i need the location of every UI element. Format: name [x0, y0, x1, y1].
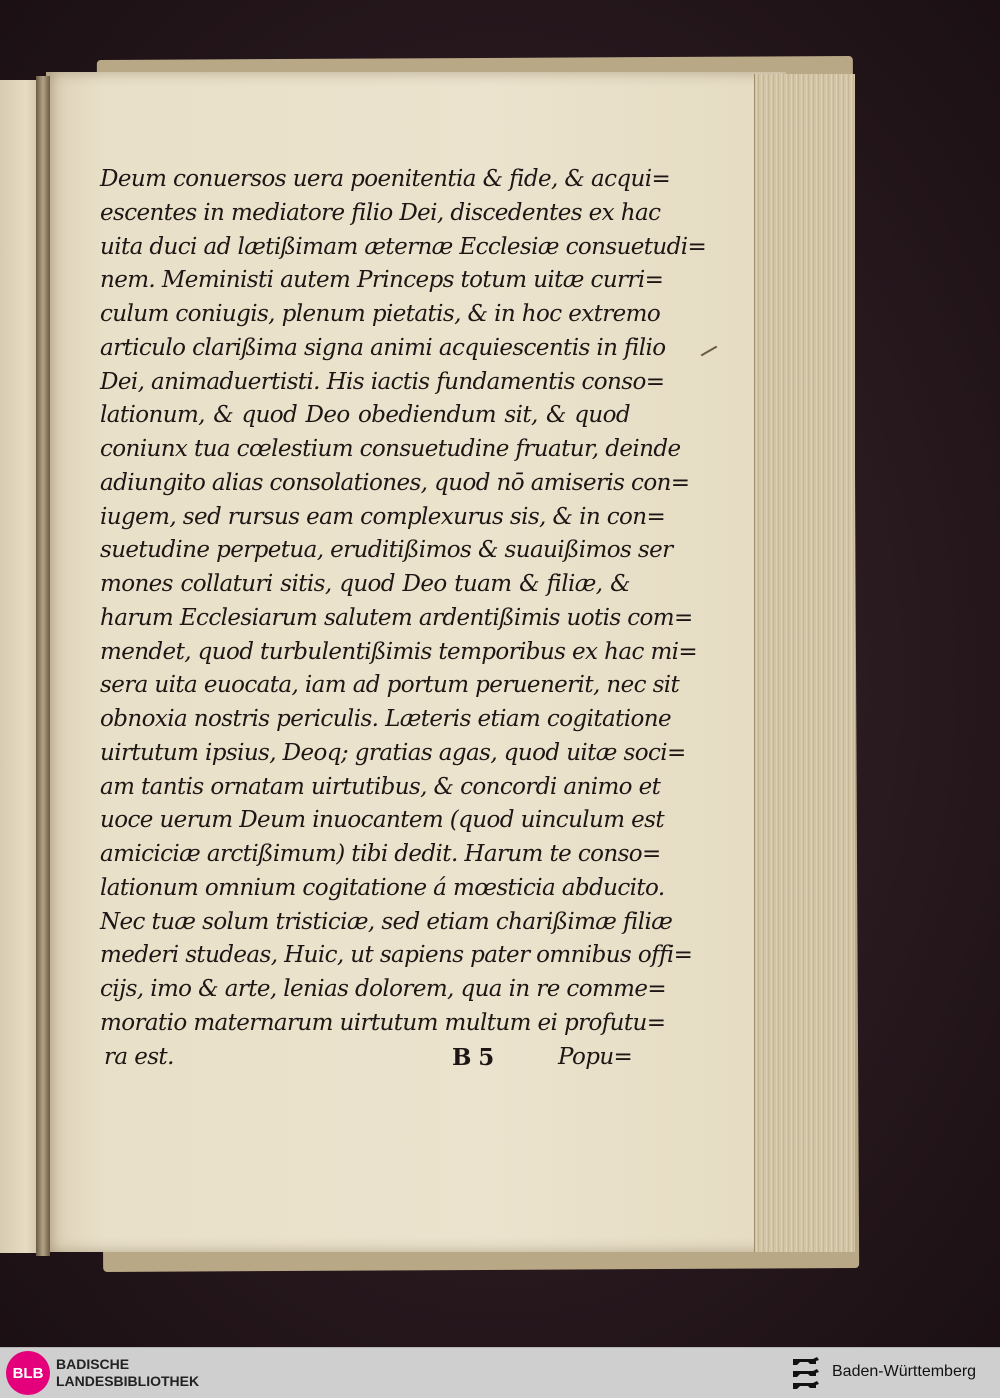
text-line: nem. Meministi autem Princeps totum uitæ curri=: [100, 267, 664, 294]
text-line: suetudine perpetua, eruditißimos & suauißimos ser: [100, 537, 673, 564]
state-name[interactable]: Baden-Württemberg: [832, 1363, 977, 1380]
library-name[interactable]: [56, 1356, 199, 1390]
text-line: articulo clarißima signa animi acquiescentis in filio: [100, 334, 666, 361]
page-footer: [100, 1044, 633, 1078]
text-line: uirtutum ipsius, Deoq; gratias agas, quod uitæ soci=: [100, 739, 686, 766]
text-line: moratio maternarum uirtutum multum ei profutu=: [100, 1009, 666, 1036]
text-line: uoce uerum Deum inuocantem (quod uinculum est: [100, 807, 665, 834]
text-line: Dei, animaduertisti. His iactis fundamentis conso=: [100, 368, 665, 395]
text-line: am tantis ornatam uirtutibus, & concordi animo et: [100, 773, 661, 800]
text-line: cijs, imo & arte, lenias dolorem, qua in re comme=: [100, 976, 667, 1002]
text-line: escentes in mediatore filio Dei, discedentes ex hac: [100, 199, 661, 226]
text-line: amiciciæ arctißimum) tibi dedit. Harum te conso=: [100, 841, 661, 867]
text-line: iugem, sed rursus eam complexurus sis, & in con=: [100, 503, 666, 530]
text-line: Nec tuæ solum tristiciæ, sed etiam charißimæ filiæ: [100, 908, 673, 935]
text-line: harum Ecclesiarum salutem ardentißimis uotis com=: [100, 604, 693, 631]
blb-logo[interactable]: [6, 1351, 50, 1395]
bw-lions-icon: [790, 1355, 824, 1391]
catchword: Popu=: [558, 1044, 633, 1070]
text-line: lationum, & quod Deo obediendum sit, & quod: [100, 402, 630, 429]
page-fore-edge: [754, 74, 855, 1252]
text-line: mederi studeas, Huic, ut sapiens pater omnibus offi=: [100, 942, 693, 969]
text-line: lationum omnium cogitatione á mœsticia abducito.: [100, 874, 665, 901]
signature-mark: B 5: [452, 1044, 494, 1071]
text-line: uita duci ad lætißimam æternæ Ecclesiæ consuetudi=: [100, 233, 707, 260]
text-line: obnoxia nostris periculis. Læteris etiam cogitatione: [100, 706, 671, 732]
text-line: mones collaturi sitis, quod Deo tuam & filiæ, &: [100, 571, 630, 597]
text-line: sera uita euocata, iam ad portum peruenerit, nec sit: [100, 672, 680, 699]
text-line: mendet, quod turbulentißimis temporibus ex hac mi=: [100, 638, 698, 665]
branding-bar: [0, 1347, 1000, 1398]
text-line: coniunx tua cœlestium consuetudine fruatur, deinde: [100, 436, 681, 462]
library-name-line1: BADISCHE: [56, 1356, 130, 1372]
text-line: culum coniugis, plenum pietatis, & in hoc extremo: [100, 301, 661, 327]
blb-logo-text: BLB: [12, 1364, 44, 1382]
printed-text-block: [100, 163, 707, 1041]
final-word: ra est.: [104, 1044, 174, 1070]
text-line: adiungito alias consolationes, quod nō amiseris con=: [100, 469, 690, 496]
text-line: Deum conuersos uera poenitentia & fide, & acqui=: [100, 166, 671, 192]
book-gutter: [36, 76, 50, 1256]
library-name-line2: LANDESBIBLIOTHEK: [56, 1373, 200, 1389]
